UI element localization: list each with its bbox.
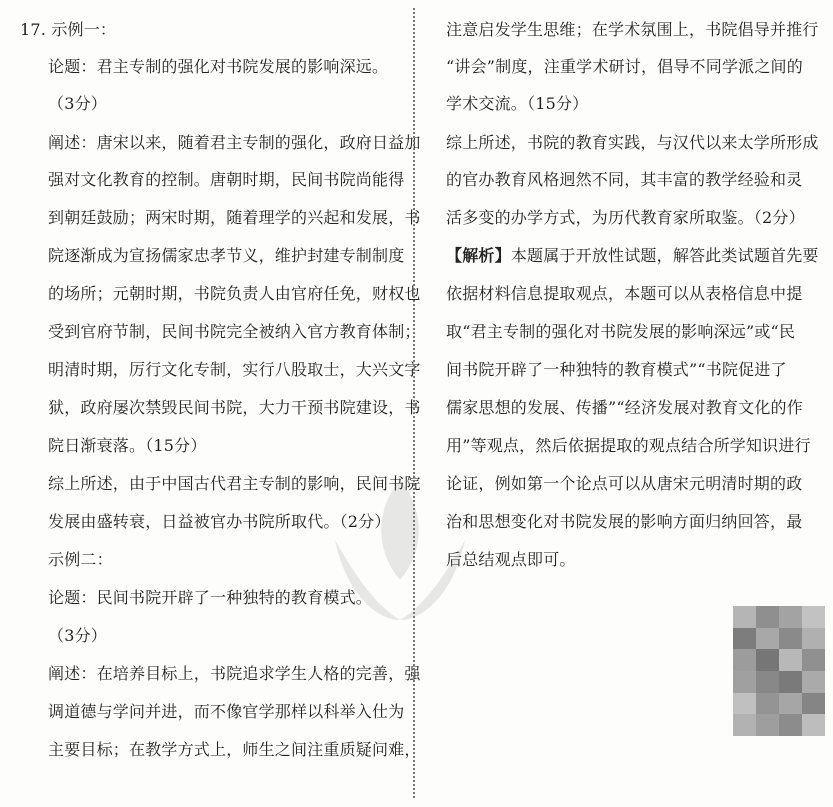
text-line: 调道德与学问并进，而不像官学那样以科举入仕为 xyxy=(48,702,405,721)
text-line: 发展由盛转衰，日益被官办书院所取代。（2分） xyxy=(48,512,391,531)
text-line: 治和思想变化对书院发展的影响方面归纳回答，最 xyxy=(446,512,803,531)
text-line: 的官办教育风格迥然不同，其丰富的教学经验和灵 xyxy=(446,170,803,189)
text-line: 明清时期，厉行文化专制，实行八股取士，大兴文字 xyxy=(48,360,421,379)
text-line: 依据材料信息提取观点，本题可以从表格信息中提 xyxy=(446,284,803,303)
analysis-line xyxy=(446,246,819,266)
text-line: 注意启发学生思维；在学术氛围上，书院倡导并推行 xyxy=(446,20,819,39)
text-line: 儒家思想的发展、传播”“经济发展对教育文化的作 xyxy=(446,398,803,417)
column-divider xyxy=(413,8,415,798)
text-line: 后总结观点即可。 xyxy=(446,550,576,569)
text-line: 综上所述，由于中国古代君主专制的影响，民间书院 xyxy=(48,474,421,493)
text-line: 主要目标；在教学方式上，师生之间注重质疑问难， xyxy=(48,740,421,759)
text-line: （3分） xyxy=(48,626,107,645)
text-line: 综上所述，书院的教育实践，与汉代以来太学所形成 xyxy=(446,133,819,152)
text-line: 取“君主专制的强化对书院发展的影响深远”或“民 xyxy=(446,322,796,341)
text-line: 活多变的办学方式，为历代教育家所取鉴。（2分） xyxy=(446,208,805,227)
text-line: 示例二： xyxy=(48,550,113,569)
text-line: 狱，政府屡次禁毁民间书院，大力干预书院建设，书 xyxy=(48,398,421,417)
blurred-qr-code xyxy=(733,606,825,736)
text-line: “讲会”制度，注重学术研讨，倡导不同学派之间的 xyxy=(446,57,803,76)
text-line: 间书院开辟了一种独特的教育模式”“书院促进了 xyxy=(446,360,787,379)
text-line: 受到官府节制，民间书院完全被纳入官方教育体制； xyxy=(48,322,421,341)
text-line: 阐述：唐宋以来，随着君主专制的强化，政府日益加 xyxy=(48,133,421,152)
analysis-tag: 【解析】 xyxy=(446,246,511,265)
text-line: 学术交流。（15分） xyxy=(446,94,589,113)
analysis-text: 本题属于开放性试题，解答此类试题首先要 xyxy=(510,246,819,265)
text-line: 论题：民间书院开辟了一种独特的教育模式。 xyxy=(48,588,373,607)
text-line: 到朝廷鼓励；两宋时期，随着理学的兴起和发展，书 xyxy=(48,208,421,227)
text-line: 论题：君主专制的强化对书院发展的影响深远。 xyxy=(48,57,389,76)
text-line: 院日渐衰落。（15分） xyxy=(48,436,207,455)
text-line: 院逐渐成为宣扬儒家忠孝节义，维护封建专制制度 xyxy=(48,246,405,265)
text-line: 阐述：在培养目标上，书院追求学生人格的完善，强 xyxy=(48,664,421,683)
text-line: 强对文化教育的控制。唐朝时期，民间书院尚能得 xyxy=(48,170,405,189)
watermark-logo xyxy=(315,470,485,630)
text-line: 的场所；元朝时期，书院负责人由官府任免，财权也 xyxy=(48,284,421,303)
text-line: 论证，例如第一个论点可以从唐宋元明清时期的政 xyxy=(446,474,803,493)
question-number-line: 17. 示例一： xyxy=(20,20,117,39)
text-line: 用”等观点，然后依据提取的观点结合所学知识进行 xyxy=(446,436,811,455)
text-line: （3分） xyxy=(48,94,107,113)
